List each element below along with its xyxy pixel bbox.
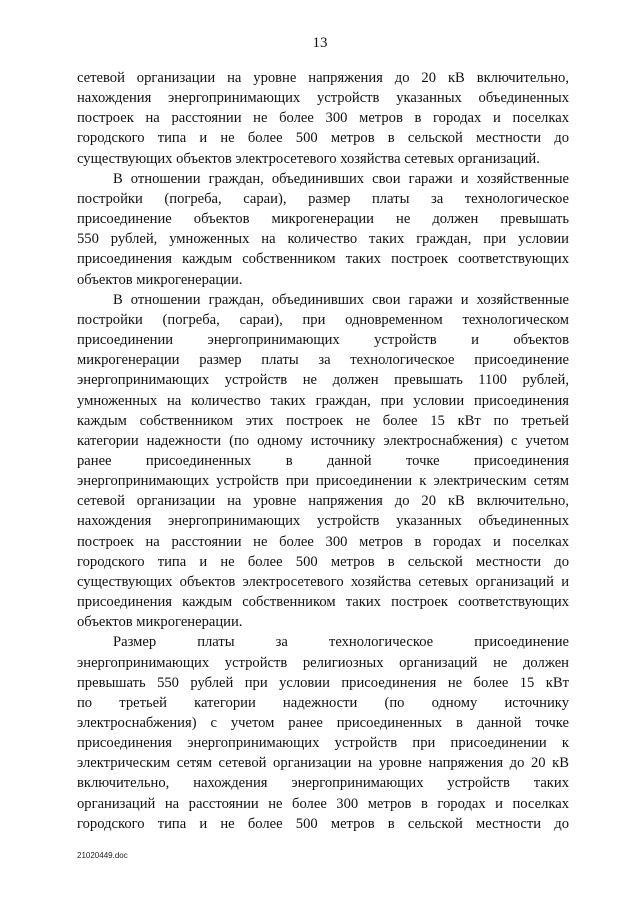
text-line: электрическим сетям сетевой организации на уровне напряжения до 20 кВ xyxy=(77,755,569,772)
text-line: городского типа и не более 500 метров в сельской местности до xyxy=(77,130,569,147)
text-line: постройки (погреба, сараи), при одновременном технологическом xyxy=(77,311,569,328)
document-code: 21020449.doc xyxy=(77,851,128,860)
text-line: нахождения энергопринимающих устройств указанных объединенных xyxy=(77,90,569,107)
text-line: 550 рублей, умноженных на количество таких граждан, при условии xyxy=(77,231,569,248)
text-line: микрогенерации размер платы за технологическое присоединение xyxy=(77,352,569,369)
text-line: категории надежности (по одному источнику электроснабжения) с учетом xyxy=(77,432,569,449)
page-number: 13 xyxy=(312,35,328,51)
text-line: объектов микрогенерации. xyxy=(77,614,243,631)
text-line: городского типа и не более 500 метров в сельской местности до xyxy=(77,815,569,832)
paragraph-4 xyxy=(77,632,569,834)
text-line: В отношении граждан, объединивших свои гаражи и хозяйственные xyxy=(113,170,569,187)
text-line: каждым собственником этих построек не более 15 кВт по третьей xyxy=(77,412,569,429)
text-line: организаций на расстоянии не более 300 метров в городах и поселках xyxy=(77,795,569,812)
text-line: существующих объектов электросетевого хозяйства сетевых организаций и xyxy=(77,573,569,590)
text-line: включительно, нахождения энергопринимающих устройств таких xyxy=(77,775,569,792)
text-line: построек на расстоянии не более 300 метров в городах и поселках xyxy=(77,110,569,127)
text-line: по третьей категории надежности (по одному источнику xyxy=(77,694,569,711)
text-line: присоединения каждым собственником таких построек соответствующих xyxy=(77,251,569,268)
text-line: построек на расстоянии не более 300 метров в городах и поселках xyxy=(77,533,569,550)
text-line: существующих объектов электросетевого хозяйства сетевых организаций. xyxy=(77,150,540,167)
text-line: присоединения энергопринимающих устройств при присоединении к xyxy=(77,735,569,752)
text-line: присоединение объектов микрогенерации не должен превышать xyxy=(77,211,569,228)
paragraph-3 xyxy=(77,290,569,633)
paragraph-1 xyxy=(77,68,569,169)
text-line: городского типа и не более 500 метров в сельской местности до xyxy=(77,553,569,570)
text-line: присоединения каждым собственником таких построек соответствующих xyxy=(77,594,569,611)
text-line: нахождения энергопринимающих устройств указанных объединенных xyxy=(77,513,569,530)
text-line: энергопринимающих устройств религиозных организаций не должен xyxy=(77,654,569,671)
text-line: присоединении энергопринимающих устройств и объектов xyxy=(77,332,569,349)
text-line: энергопринимающих устройств не должен превышать 1100 рублей, xyxy=(77,372,569,389)
text-line: Размер платы за технологическое присоединение xyxy=(113,634,569,651)
text-line: сетевой организации на уровне напряжения до 20 кВ включительно, xyxy=(77,70,569,86)
text-line: В отношении граждан, объединивших свои гаражи и хозяйственные xyxy=(113,291,569,308)
text-line: сетевой организации на уровне напряжения до 20 кВ включительно, xyxy=(77,493,569,510)
text-line: умноженных на количество таких граждан, при условии присоединения xyxy=(77,392,569,409)
text-line: постройки (погреба, сараи), размер платы за технологическое xyxy=(77,190,569,207)
document-body xyxy=(77,68,569,834)
text-line: объектов микрогенерации. xyxy=(77,271,243,288)
text-line: электроснабжения) с учетом ранее присоединенных в данной точке xyxy=(77,715,569,731)
paragraph-2 xyxy=(77,169,569,290)
text-line: превышать 550 рублей при условии присоединения не более 15 кВт xyxy=(77,674,569,691)
text-line: энергопринимающих устройств при присоединении к электрическим сетям xyxy=(77,473,569,490)
text-line: ранее присоединенных в данной точке присоединения xyxy=(77,452,569,469)
